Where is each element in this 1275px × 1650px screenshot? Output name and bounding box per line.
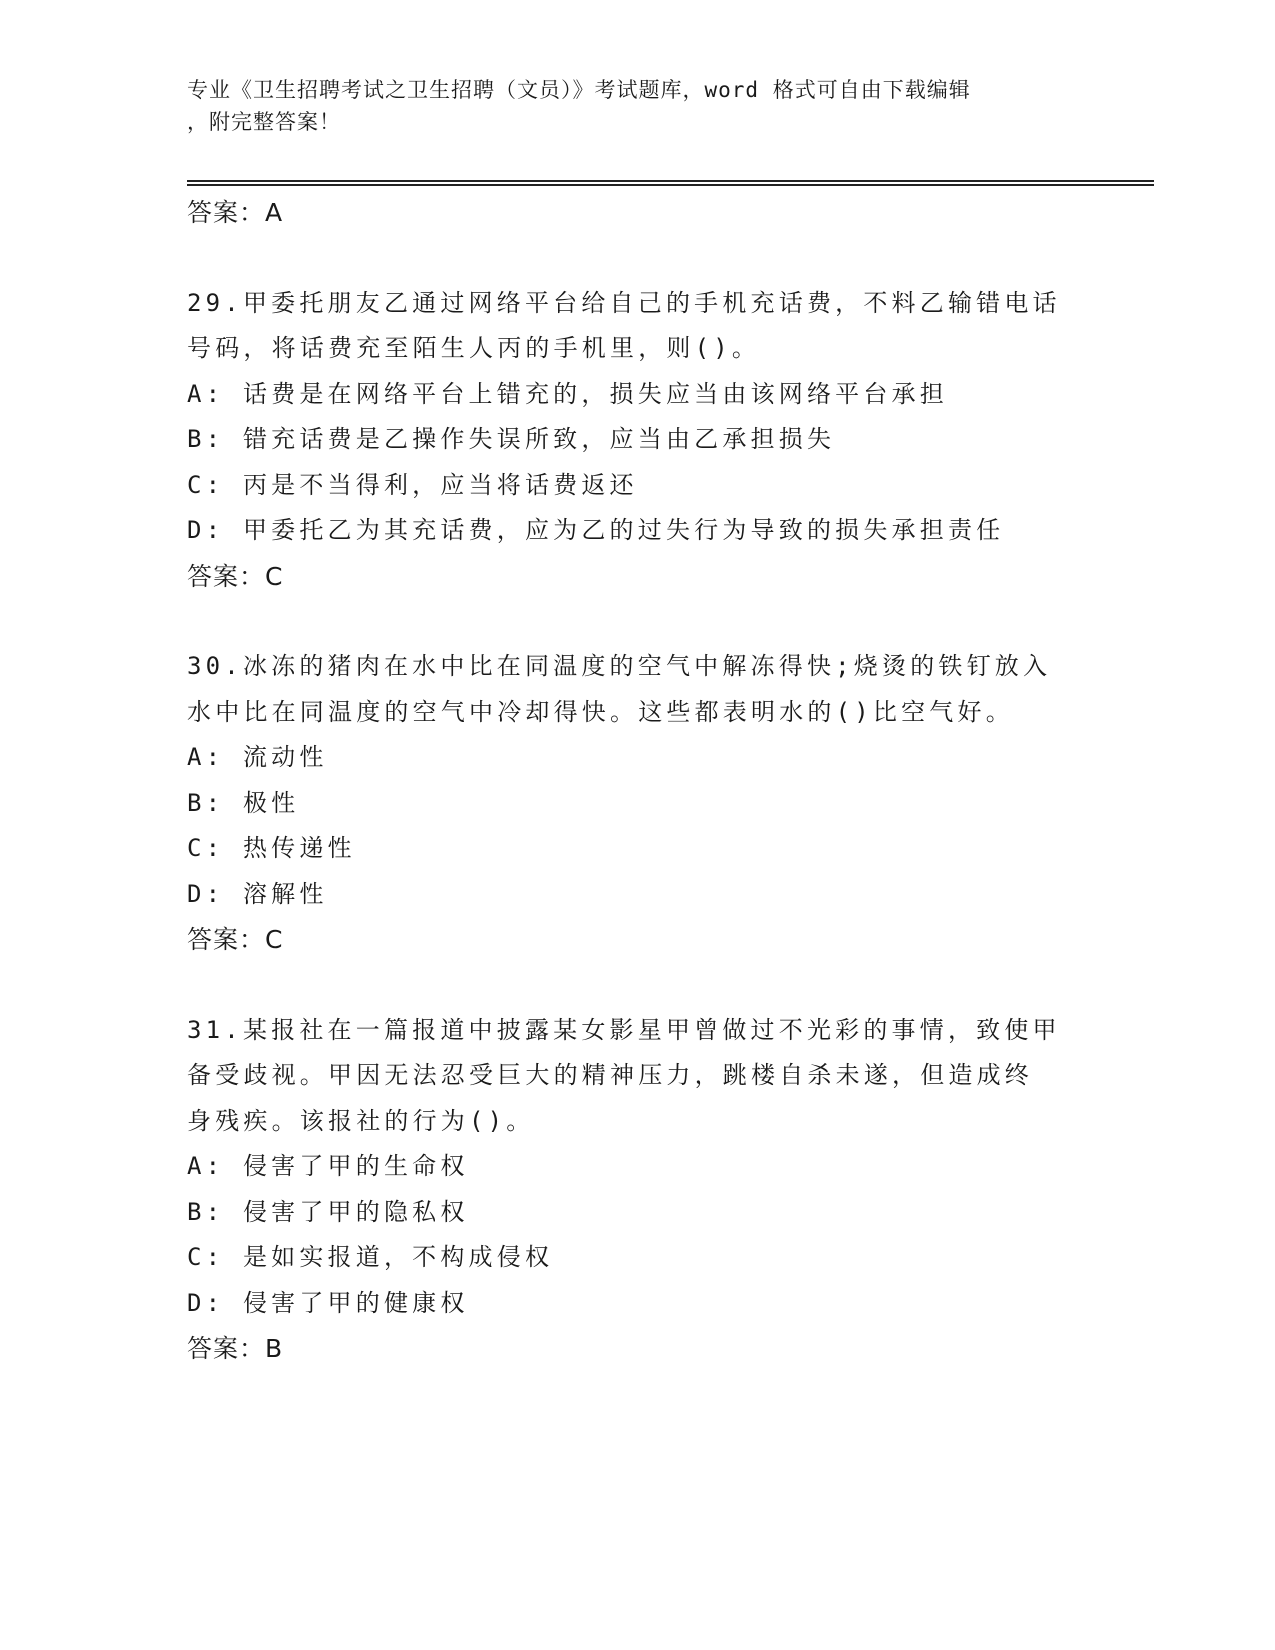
option-a: A: 话费是在网络平台上错充的，损失应当由该网络平台承担 xyxy=(187,379,948,408)
option-d: D: 甲委托乙为其充话费，应为乙的过失行为导致的损失承担责任 xyxy=(187,516,1005,544)
option-c: C: 是如实报道，不构成侵权 xyxy=(187,1243,554,1271)
spacer xyxy=(187,599,1147,644)
header-rule-top xyxy=(187,180,1154,182)
document-body xyxy=(187,190,1147,1372)
header-line-2: ，附完整答案！ xyxy=(187,110,341,134)
option-d: D: 溶解性 xyxy=(187,879,328,908)
header-line-1: 专业《卫生招聘考试之卫生招聘（文员）》考试题库，word 格式可自由下载编辑 xyxy=(187,78,971,102)
option-a: A: 侵害了甲的生命权 xyxy=(187,1152,469,1180)
question-31 xyxy=(187,1008,1147,1372)
option-d: D: 侵害了甲的健康权 xyxy=(187,1288,469,1317)
answer: 答案：C xyxy=(187,925,284,954)
answer: 答案：B xyxy=(187,1334,284,1363)
question-29 xyxy=(187,281,1147,600)
question-stem-line: 号码，将话费充至陌生人丙的手机里，则()。 xyxy=(187,334,761,362)
question-stem-line: 30.冰冻的猪肉在水中比在同温度的空气中解冻得快;烧烫的铁钉放入 xyxy=(187,652,1052,680)
option-b: B: 侵害了甲的隐私权 xyxy=(187,1197,469,1226)
option-c: C: 丙是不当得利，应当将话费返还 xyxy=(187,470,638,499)
spacer xyxy=(187,236,1147,281)
question-stem-line: 身残疾。该报社的行为()。 xyxy=(187,1106,535,1135)
spacer xyxy=(187,963,1147,1008)
question-stem-line: 29.甲委托朋友乙通过网络平台给自己的手机充话费，不料乙输错电话 xyxy=(187,288,1061,317)
previous-answer: 答案：A xyxy=(187,198,284,227)
question-stem-line: 水中比在同温度的空气中冷却得快。这些都表明水的()比空气好。 xyxy=(187,697,1014,726)
header-rule-bottom xyxy=(187,184,1154,186)
question-30 xyxy=(187,644,1147,963)
document-header xyxy=(187,74,1087,138)
answer: 答案：C xyxy=(187,561,284,591)
option-b: B: 错充话费是乙操作失误所致，应当由乙承担损失 xyxy=(187,425,836,453)
question-stem-line: 31.某报社在一篇报道中披露某女影星甲曾做过不光彩的事情，致使甲 xyxy=(187,1015,1061,1044)
option-c: C: 热传递性 xyxy=(187,834,356,862)
option-b: B: 极性 xyxy=(187,788,300,817)
question-stem-line: 备受歧视。甲因无法忍受巨大的精神压力，跳楼自杀未遂，但造成终 xyxy=(187,1061,1033,1089)
option-a: A: 流动性 xyxy=(187,743,328,771)
